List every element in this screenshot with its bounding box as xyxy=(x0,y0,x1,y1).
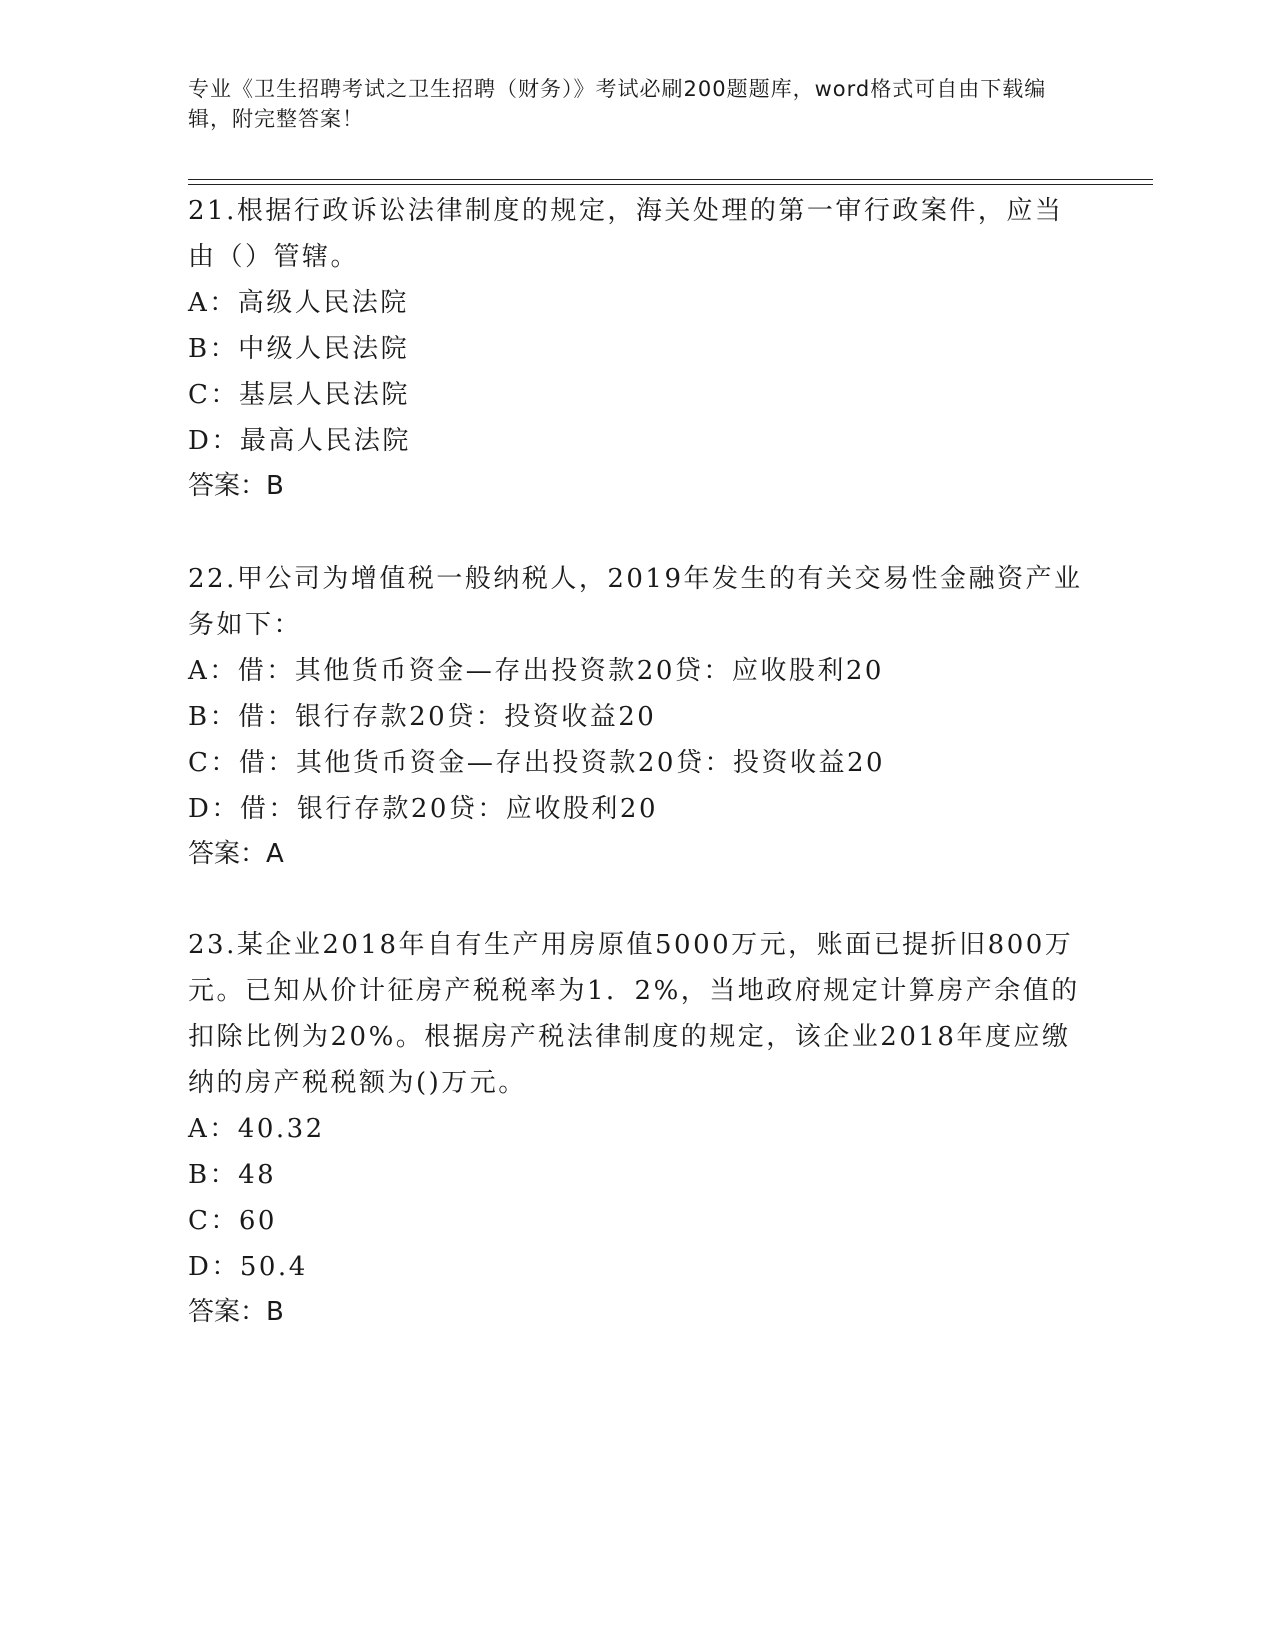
header-divider-bottom xyxy=(188,184,1153,185)
question-22 xyxy=(188,556,1088,876)
option-b: B：中级人民法院 xyxy=(188,334,410,364)
option-d: D：最高人民法院 xyxy=(188,426,411,456)
option-c: C：借：其他货币资金—存出投资款20贷：投资收益20 xyxy=(188,748,886,778)
header-divider-top xyxy=(188,179,1153,180)
question-stem: 22.甲公司为增值税一般纳税人，2019年发生的有关交易性金融资产业务如下： xyxy=(188,564,1083,640)
answer: 答案：A xyxy=(188,839,284,869)
option-d: D：50.4 xyxy=(188,1252,308,1282)
question-21 xyxy=(188,188,1088,508)
option-a: A：40.32 xyxy=(188,1114,325,1144)
question-stem: 21.根据行政诉讼法律制度的规定，海关处理的第一审行政案件，应当由（）管辖。 xyxy=(188,196,1064,272)
answer: 答案：B xyxy=(188,471,284,501)
option-c: C：60 xyxy=(188,1206,277,1236)
option-a: A：高级人民法院 xyxy=(188,288,409,318)
question-23 xyxy=(188,922,1088,1334)
option-b: B：48 xyxy=(188,1160,277,1190)
document-header: 专业《卫生招聘考试之卫生招聘（财务）》考试必刷200题题库，word格式可自由下载编辑，附完整答案！ xyxy=(188,77,1047,131)
question-stem: 23.某企业2018年自有生产用房原值5000万元，账面已提折旧800万元。已知从价计征房产税税率为1．2%，当地政府规定计算房产余值的扣除比例为20%。根据房产税法律制度的规定，该企业2018年度应缴纳的房产税税额为()万元。 xyxy=(188,930,1080,1098)
option-c: C：基层人民法院 xyxy=(188,380,410,410)
option-b: B：借：银行存款20贷：投资收益20 xyxy=(188,702,657,732)
option-d: D：借：银行存款20贷：应收股利20 xyxy=(188,794,659,824)
option-a: A：借：其他货币资金—存出投资款20贷：应收股利20 xyxy=(188,656,884,686)
answer: 答案：B xyxy=(188,1297,284,1327)
